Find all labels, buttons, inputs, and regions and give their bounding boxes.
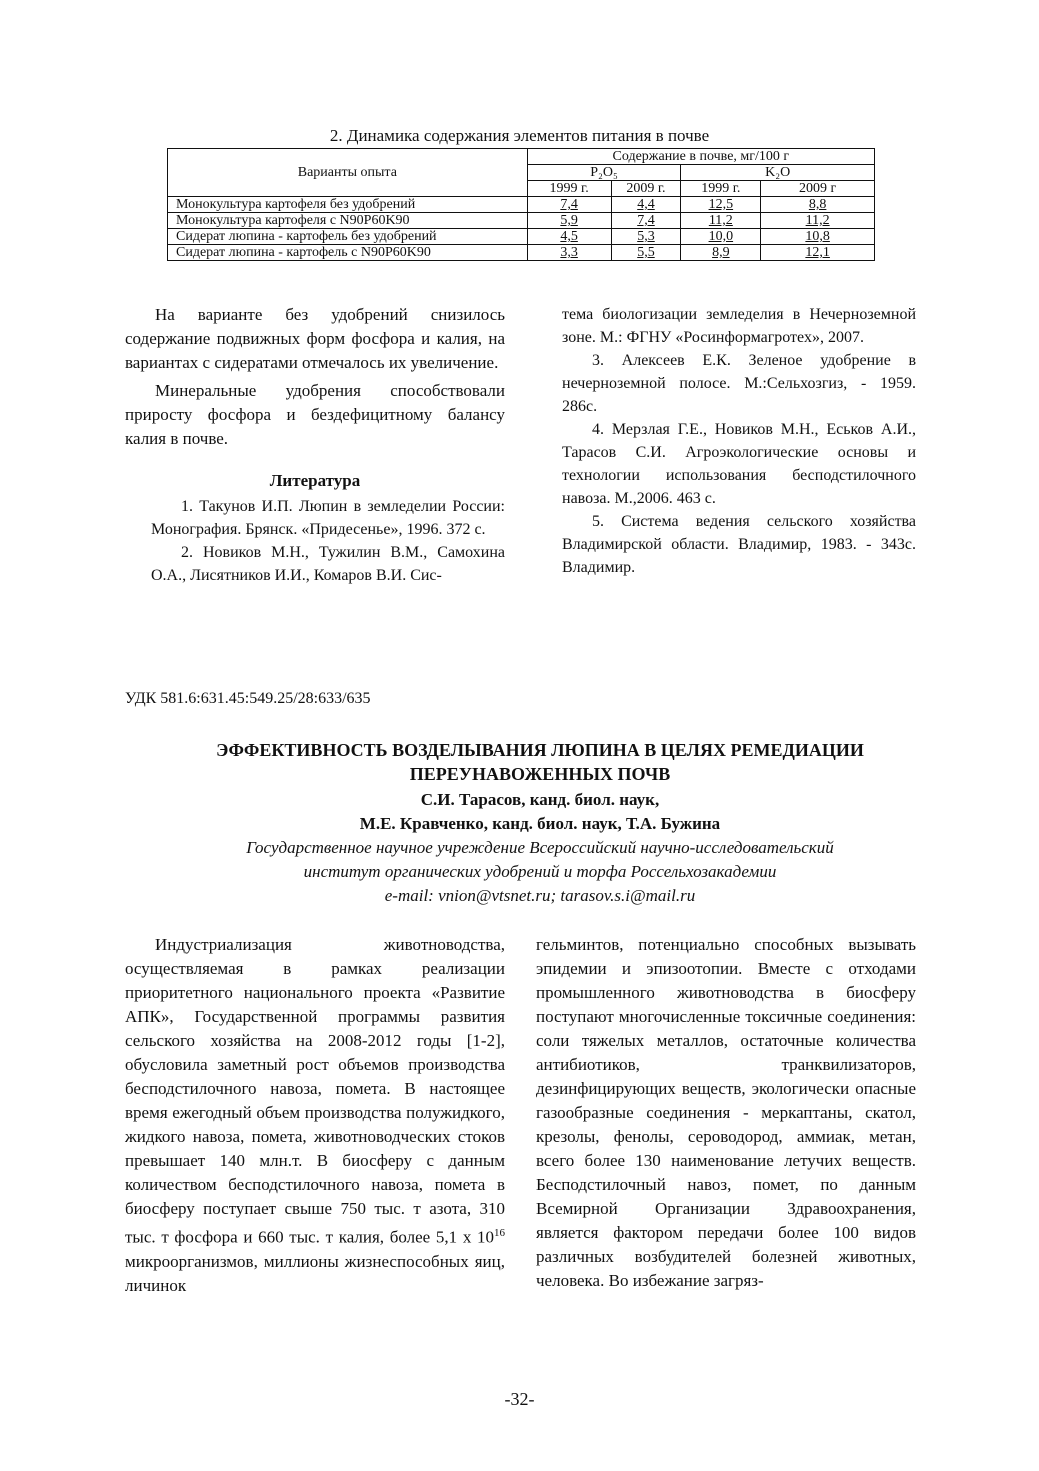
table-cell: 8,9 [681, 245, 761, 261]
table-row [168, 245, 875, 261]
affiliation-line: институт органических удобрений и торфа Россельхозакадемии [303, 862, 777, 881]
affiliation-line: Государственное научное учреждение Всероссийский научно-исследовательский [246, 838, 834, 857]
authors [100, 788, 980, 836]
author-line: С.И. Тарасов, канд. биол. наук, [420, 790, 660, 809]
table-cell: 4,5 [527, 229, 611, 245]
table-cell-variant: Монокультура картофеля без удобрений [168, 197, 528, 213]
reference-continuation: тема биологизации земледелия в Нечерноземной зоне. М.: ФГНУ «Росинформагротех», 2007. [562, 306, 916, 346]
table-cell-variant: Сидерат люпина - картофель без удобрений [168, 229, 528, 245]
table-header-content: Содержание в почве, мг/100 г [527, 149, 874, 165]
table-cell: 11,2 [681, 213, 761, 229]
paragraph: Минеральные удобрения способствовали приросту фосфора и бездефицитному балансу калия в почве. [125, 381, 505, 448]
table-cell: 10,0 [681, 229, 761, 245]
article-title-line: ПЕРЕУНАВОЖЕННЫХ ПОЧВ [409, 764, 671, 784]
body-paragraph: гельминтов, потенциально способных вызывать эпидемии и эпизоотопии. Вместе с отходами промышленного животноводства в биосферу поступают многочисленные токсичные соединения: соли тяжелых металлов, остаточные количества антибиотиков, транквилизаторов, дезинфицирующих веществ, экологически опасные газообразные соединения - меркаптаны, скатол, крезолы, фенолы, сероводород, аммиак, метан, всего более 130 наименование летучих веществ. Бесподстилочный навоз, помет, по данным Всемирной Организации Здравоохранения, является фактором передачи более 100 видов различных возбудителей болезней животных, человека. Во избежание загряз- [536, 935, 916, 1290]
body-text: Индустриализация животноводства, осуществляемая в рамках реализации приоритетного национального проекта «Развитие АПК», Государственной программы развития сельского хозяйства на 2008-2012 годы [1-2], обусловила заметный рост объемов производства бесподстилочного навоза, помета. В настоящее время ежегодный объем производства полужидкого, жидкого навоза, помета, животноводческих стоков превышает 140 млн.т. В биосферу с данным количеством бесподстилочного навоза, помета в биосферу поступает свыше 750 тыс. т азота, 310 тыс. т фосфора и 660 тыс. т калия, более 5,1 х 10 [125, 935, 505, 1247]
table-cell-variant: Монокультура картофеля с N90P60K90 [168, 213, 528, 229]
table-row [168, 197, 875, 213]
table-header-year: 2009 г [761, 181, 875, 197]
table-cell: 3,3 [527, 245, 611, 261]
body-right-column [536, 933, 916, 1293]
udk-code: УДК 581.6:631.45:549.25/28:633/635 [125, 690, 371, 707]
affiliation [100, 836, 980, 908]
reference-item: 4. Мерзлая Г.Е., Новиков М.Н., Еськов А.И., Тарасов С.И. Агроэкологические основы и технологии использования бесподстилочного навоза. М.,2006. 463 с. [562, 421, 916, 507]
exponent: 16 [494, 1227, 505, 1239]
reference-item: 1. Такунов И.П. Люпин в земледелии России: Монография. Брянск. «Придесенье», 1996. 372 с. [151, 498, 505, 538]
table-cell: 7,4 [527, 197, 611, 213]
body-paragraph [125, 933, 505, 1298]
table-cell: 4,4 [611, 197, 681, 213]
table-cell: 11,2 [761, 213, 875, 229]
upper-left-column [125, 303, 505, 587]
literature-heading: Литература [269, 471, 361, 490]
table-cell: 5,3 [611, 229, 681, 245]
table-cell: 8,8 [761, 197, 875, 213]
author-line: М.Е. Кравченко, канд. биол. наук, Т.А. Бужина [359, 814, 721, 833]
paragraph: На варианте без удобрений снизилось содержание подвижных форм фосфора и калия, на вариантах с сидератами отмечалось их увеличение. [125, 305, 505, 372]
reference-item: 5. Система ведения сельского хозяйства Владимирской области. Владимир, 1983. - 343с. Владимир. [562, 513, 916, 576]
upper-right-column [536, 303, 916, 579]
table-cell: 10,8 [761, 229, 875, 245]
table-caption: 2. Динамика содержания элементов питания в почве [329, 126, 710, 145]
table-header-year: 1999 г. [681, 181, 761, 197]
table-header-variants: Варианты опыта [168, 149, 528, 197]
article-title [100, 738, 980, 786]
table-row [168, 213, 875, 229]
body-text: микроорганизмов, миллионы жизнеспособных яиц, личинок [125, 1251, 505, 1295]
table-cell-variant: Сидерат люпина - картофель с N90P60K90 [168, 245, 528, 261]
table-header-year: 1999 г. [527, 181, 611, 197]
email-line: e-mail: vnion@vtsnet.ru; tarasov.s.i@mail.ru [384, 886, 696, 905]
table-header-k2o: K₂O [681, 165, 875, 181]
table-header-year: 2009 г. [611, 181, 681, 197]
reference-item: 2. Новиков М.Н., Тужилин В.М., Самохина О.А., Лисятников И.И., Комаров В.И. Сис- [151, 544, 505, 584]
nutrient-table [167, 148, 875, 261]
page-number: -32- [504, 1389, 535, 1409]
body-left-column [125, 933, 505, 1298]
table-cell: 12,5 [681, 197, 761, 213]
table-cell: 12,1 [761, 245, 875, 261]
table-cell: 5,9 [527, 213, 611, 229]
reference-item: 3. Алексеев Е.К. Зеленое удобрение в нечерноземной полосе. М.:Сельхозгиз, - 1959. 286с. [562, 352, 916, 415]
article-title-line: ЭФФЕКТИВНОСТЬ ВОЗДЕЛЫВАНИЯ ЛЮПИНА В ЦЕЛЯХ РЕМЕДИАЦИИ [216, 740, 864, 760]
table-cell: 7,4 [611, 213, 681, 229]
table-cell: 5,5 [611, 245, 681, 261]
table-header-p2o5: P₂O₅ [527, 165, 681, 181]
table-row [168, 229, 875, 245]
